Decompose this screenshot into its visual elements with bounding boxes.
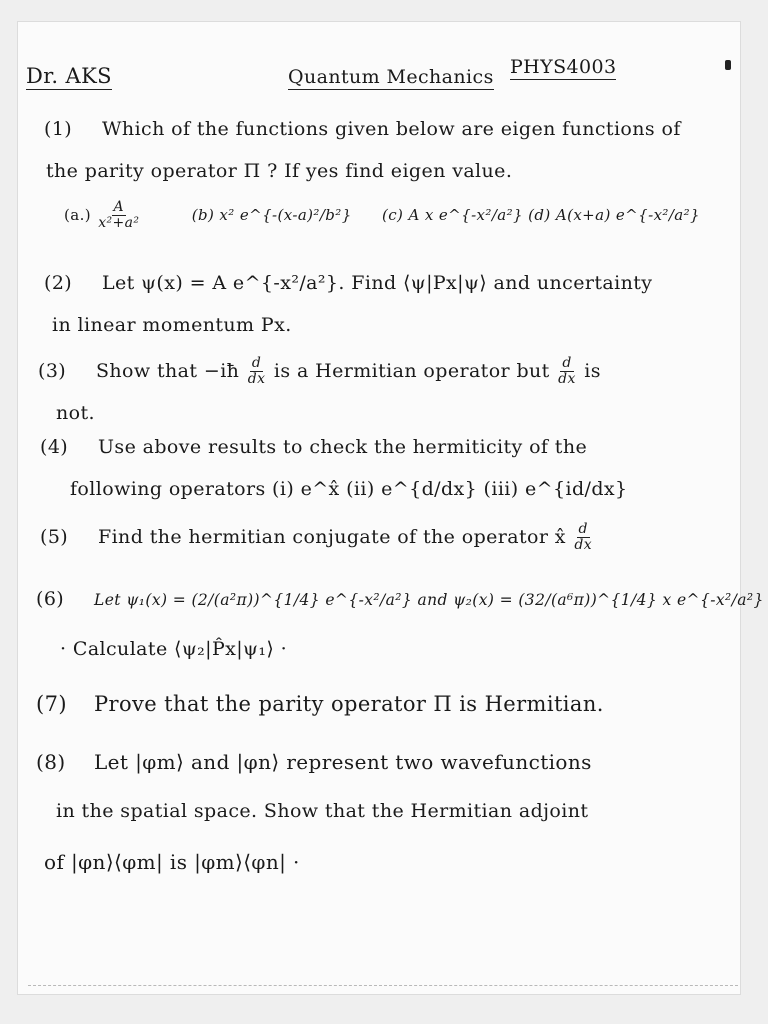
q8-text-1: Let |φm⟩ and |φn⟩ represent two wavefunctions (94, 750, 592, 774)
q7-text-1: Prove that the parity operator Π is Hermitian. (94, 692, 604, 716)
q3-fraction-1-den: dx (247, 371, 266, 388)
q1-option-a-numerator: A (113, 199, 125, 215)
q7-line1 (36, 692, 604, 716)
q5-line1 (40, 522, 594, 554)
q1-line2: the parity operator Π ? If yes find eigen value. (46, 160, 513, 182)
q4-number: (4) (40, 436, 69, 458)
q6-line2: · Calculate ⟨ψ₂|P̂x|ψ₁⟩ · (60, 638, 288, 660)
q1-option-a-label: (a.) (64, 205, 92, 224)
q3-fraction-1-num: d (251, 355, 262, 371)
q8-number: (8) (36, 750, 66, 774)
course-code: PHYS4003 (510, 56, 617, 78)
q3-text-1a: Show that −iħ (96, 359, 240, 382)
notebook-page (18, 22, 764, 994)
author-name: Dr. AKS (26, 64, 112, 88)
q3-fraction-2-den: dx (558, 371, 576, 388)
q1-option-d: (d) A(x+a) e^{-x²/a²} (528, 205, 700, 224)
q2-line2: in linear momentum Px. (52, 314, 292, 336)
q6-number: (6) (36, 588, 65, 610)
q8-line2: in the spatial space. Show that the Hermitian adjoint (56, 800, 589, 822)
q5-fraction (572, 522, 594, 554)
q1-options (64, 200, 700, 232)
q5-fraction-den: dx (574, 537, 593, 554)
q5-number: (5) (40, 525, 69, 548)
q1-option-b: (b) x² e^{-(x-a)²/b²} (191, 205, 352, 224)
q4-text-1: Use above results to check the hermiticity of the (98, 436, 588, 458)
q3-fraction-2 (556, 356, 578, 388)
q2-number: (2) (44, 272, 73, 294)
q2-line1 (44, 272, 652, 294)
q3-fraction-2-num: d (562, 355, 572, 371)
q6-line1 (36, 588, 764, 610)
q3-text-1b: is a Hermitian operator but (273, 359, 550, 382)
q1-option-a-fraction (96, 200, 141, 232)
q4-line1 (40, 436, 587, 458)
q1-option-c: (c) A x e^{-x²/a²} (382, 205, 523, 224)
q3-number: (3) (38, 359, 67, 382)
q3-line2: not. (56, 402, 95, 424)
course-title: Quantum Mechanics (288, 66, 494, 88)
page-bottom-edge (28, 985, 738, 986)
q2-text-1: Let ψ(x) = A e^{-x²/a²}. Find ⟨ψ|Px|ψ⟩ and uncertainty (102, 272, 653, 294)
q8-line1 (36, 750, 592, 774)
q7-number: (7) (36, 692, 67, 716)
q8-line3: of |φn⟩⟨φm| is |φm⟩⟨φn| · (44, 850, 300, 874)
q5-text-1: Find the hermitian conjugate of the operator x̂ (98, 525, 566, 548)
q4-line2: following operators (i) e^x̂ (ii) e^{d/dx} (iii) e^{id/dx} (70, 478, 628, 500)
q5-fraction-num: d (578, 521, 588, 537)
q1-text-1: Which of the functions given below are eigen functions of (102, 118, 681, 140)
q1-option-a-denominator: x²+a² (98, 215, 140, 232)
q3-fraction-1 (246, 356, 268, 388)
q6-text-1: Let ψ₁(x) = (2/(a²π))^{1/4} e^{-x²/a²} and ψ₂(x) = (32/(a⁶π))^{1/4} x e^{-x²/a²} (94, 591, 764, 609)
pin-mark (725, 60, 731, 70)
q1-line1 (44, 118, 681, 140)
q3-text-1c: is (584, 359, 601, 382)
q1-number: (1) (44, 118, 73, 140)
q3-line1 (38, 356, 601, 388)
